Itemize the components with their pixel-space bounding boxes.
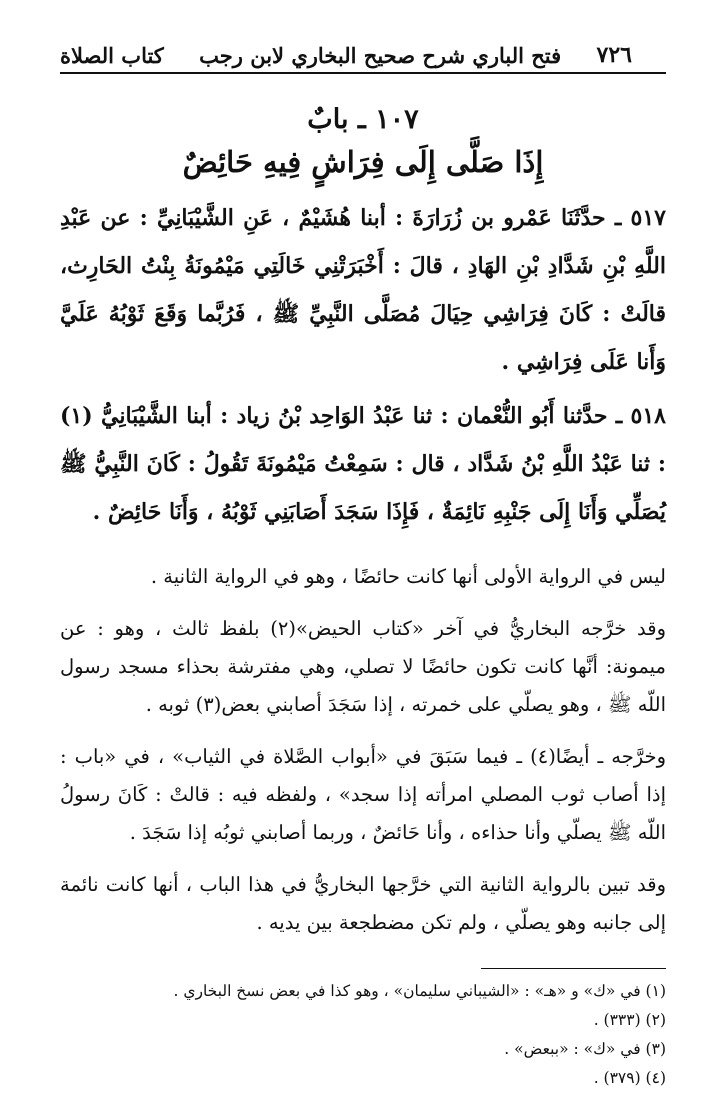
page-number: ٧٢٦	[596, 42, 632, 68]
commentary-paragraph: وقد خرَّجه البخاريُّ في آخر «كتاب الحيض»(٢) بلفظ ثالث ، وهو : عن ميمونة: أنَّها كانت تكون حائضًا لا تصلي، وهي مفترشة بحذاء مسجد رسول اللّه ﷺ ، وهو يصلّي على خمرته ، إذا سَجَدَ أصابني بعض(٣) ثوبه .	[60, 617, 666, 717]
commentary-paragraph: ليس في الرواية الأولى أنها كانت حائضًا ، وهو في الرواية الثانية .	[150, 565, 666, 589]
chapter-title: إِذَا صَلَّى إِلَى فِرَاشٍ فِيهِ حَائِضٌ	[182, 145, 544, 180]
footnote-divider	[481, 968, 666, 969]
commentary-paragraph: وقد تبين بالرواية الثانية التي خرَّجها البخاريُّ في هذا الباب ، أنها كانت نائمة إلى جانبه وهو يصلّي ، ولم تكن مضطجعة بين يديه .	[60, 873, 666, 935]
footnotes	[60, 977, 666, 1093]
footnote: (٤) (٣٧٩) .	[593, 1069, 666, 1088]
hadith-517: ٥١٧ ـ حدَّثَنَا عَمْرو بن زُرَارَةَ : أبنا هُشَيْمٌ ، عَنِ الشَّيْبَانِيِّ : عن عَبْدِ اللَّهِ بْنِ شَدَّادِ بْنِ الهَادِ ، قالَ : أَخْبَرَتْنِي خَالَتِي مَيْمُونَةُ بِنْتُ الحَارِث، قالَتْ : كَانَ فِرَاشِي حِيَالَ مُصَلَّى النَّبِيِّ ﷺ ، فَرُبَّما وَقَعَ ثَوْبُهُ عَلَيَّ وَأَنا عَلَى فِرَاشِي .	[60, 205, 666, 376]
commentary-paragraph: وخرَّجه ـ أيضًا(٤) ـ فيما سَبَقَ في «أبواب الصَّلاة في الثياب» ، في «باب : إذا أصاب ثوب المصلي امرأته إذا سجد» ، ولفظه فيه : قالتْ : كَانَ رسولُ اللّه ﷺ يصلّي وأنا حذاءه ، وأنا حَائضٌ ، وربما أصابني ثوبُه إذا سَجَدَ .	[60, 745, 666, 845]
hadith-518: ٥١٨ ـ حدَّثنا أَبُو النُّعْمان : ثنا عَبْدُ الوَاحِد بْنُ زياد : أبنا الشَّيْبَانِيُّ (١) : ثنا عَبْدُ اللَّهِ بْنُ شَدَّاد ، قال : سَمِعْتُ مَيْمُونَةَ تَقُولُ : كَانَ النَّبِيُّ ﷺ يُصَلِّي وَأَنَا إِلَى جَنْبِهِ نَائِمَةٌ ، فَإِذَا سَجَدَ أَصَابَنِي ثَوْبُهُ ، وَأَنَا حَائِضٌ .	[60, 403, 666, 526]
footnote: (٣) في «ك» : «ببعض» .	[504, 1040, 666, 1059]
book-title: فتح الباري شرح صحيح البخاري لابن رجب	[199, 43, 562, 68]
section-title: كتاب الصلاة	[60, 43, 164, 68]
page-header	[60, 30, 666, 74]
footnote: (٢) (٣٣٣) .	[593, 1011, 666, 1030]
footnote: (١) في «ك» و «هـ» : «الشيباني سليمان» ، وهو كذا في بعض نسخ البخاري .	[173, 982, 666, 1001]
chapter-number: ١٠٧ ـ بابٌ	[307, 104, 419, 135]
